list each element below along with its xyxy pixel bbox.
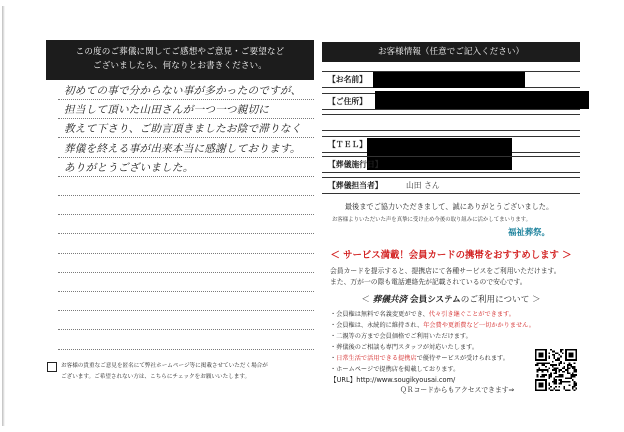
name-label: 【お名前】	[328, 75, 367, 84]
address-field-row-2	[322, 114, 580, 131]
benefit-text: ・	[330, 355, 337, 362]
consent-line-2: ございます。ご希望されない方は、こちらにチェックをお願いいたします。	[61, 373, 251, 380]
qr-code-icon[interactable]	[535, 349, 577, 391]
handwritten-line: ありがとうございました。	[64, 161, 194, 174]
consent-line-1: お客様の貴重なご意見を匿名にて弊社ホームページ等に掲載させていただく場合が	[61, 363, 268, 369]
feedback-prompt-header	[46, 40, 314, 80]
ruled-line	[58, 329, 314, 330]
ruled-line	[58, 137, 314, 138]
staff-label: 【葬儀担当者】	[328, 181, 383, 190]
benefit-text-tail: で優待サービスが受けられます。	[416, 355, 509, 362]
website-url[interactable]: http://www.sougikyousai.com/	[356, 376, 456, 384]
ruled-line	[58, 157, 314, 158]
mutual-title-system: 会員システム	[407, 295, 461, 305]
benefit-item	[330, 331, 472, 340]
redacted-name	[373, 72, 525, 88]
redacted-address	[375, 91, 589, 109]
thank-you-subtext: お客様よりいただいた声を真摯に受け止め今後の取り組みに活かしてまいります。	[332, 217, 532, 223]
ruled-line	[58, 272, 314, 273]
handwritten-line: 担当して頂いた山田さんが一つ一つ親切に	[64, 104, 270, 117]
member-card-title: ＜ サービス満載！会員カードの携帯をおすすめします ＞	[330, 250, 572, 261]
ruled-line	[58, 118, 314, 119]
ruled-line	[58, 349, 314, 350]
benefit-item	[330, 309, 515, 318]
mutual-title-close: のご利用について ＞	[460, 295, 541, 305]
benefit-item	[330, 353, 509, 362]
feedback-prompt-line-1: この度のご葬儀に関してご感想やご意見・ご要望など	[75, 47, 285, 57]
benefit-highlight: 代々引き継ぐことができます。	[428, 311, 515, 318]
ruled-line	[58, 310, 314, 311]
ruled-line	[58, 99, 314, 100]
benefit-item	[330, 320, 535, 329]
ruled-line	[58, 214, 314, 215]
benefit-text: ・ホームページで提携店を掲載しております。	[330, 366, 460, 373]
address-label: 【ご住所】	[328, 97, 367, 106]
thank-you-text: 最後までご協力いただきまして、誠にありがとうございました。	[344, 202, 554, 211]
funeral-date-label: 【葬儀施行日】	[328, 160, 383, 169]
benefit-item	[330, 342, 478, 351]
scan-edge-shadow	[2, 6, 5, 426]
benefit-highlight: 日常生活で活用できる提携店	[336, 355, 417, 362]
handwritten-line: 教えて下さり、ご助言頂きましたお陰で滞りなく	[64, 123, 302, 136]
benefit-item	[330, 364, 459, 373]
staff-field-row	[322, 177, 580, 194]
thank-you-message	[0, 202, 624, 212]
consent-checkbox[interactable]	[47, 362, 57, 372]
consent-notice	[61, 361, 323, 382]
ruled-line	[58, 176, 314, 177]
customer-info-header: お客様情報（任意でご記入ください）	[322, 42, 580, 62]
website-url-line	[330, 374, 455, 384]
staff-value: 山田 さん	[406, 181, 440, 190]
ruled-line	[58, 253, 314, 254]
url-label: 【URL】	[330, 376, 357, 384]
benefit-text: ・会員権は、永続的に維持され、	[330, 322, 424, 329]
benefit-text: ・会員権は無料で名義変更ができ、	[330, 311, 429, 318]
benefit-text: ・葬儀後のご相談も専門スタッフが対応いたします。	[330, 344, 479, 351]
qr-note: ＱＲコードからもアクセスできます⇒	[400, 386, 515, 394]
handwritten-line: 葬儀を終える事が出来本当に感謝しております。	[64, 142, 301, 155]
handwriting-area	[58, 80, 314, 348]
mutual-aid-title	[322, 293, 580, 305]
ruled-line	[58, 195, 314, 196]
mutual-title-name: 葬儀共済	[372, 295, 408, 305]
tel-label: 【ＴＥＬ】	[328, 140, 367, 149]
ruled-line	[58, 233, 314, 234]
member-card-text-2: また、万が一の際も電話連絡先が記載されているので安心です。	[330, 278, 527, 286]
benefit-highlight: 年会費や更新費など一切かかりません。	[423, 322, 535, 329]
ruled-line	[58, 291, 314, 292]
funeral-date-field-row	[322, 156, 580, 173]
feedback-prompt-line-2: ございましたら、何なりとお書きください。	[93, 61, 267, 71]
benefit-text: ・二親等の方まで会員価格でご利用いただけます。	[330, 333, 472, 340]
member-card-text-1: 会員カードを提示すると、提携店にて各種サービスをご利用いただけます。	[330, 267, 561, 275]
mutual-title-open: ＜	[361, 295, 373, 305]
brand-logo: 福祉葬祭。	[508, 227, 550, 237]
handwritten-line: 初めての事で分からない事が多かったのですが、	[64, 85, 302, 97]
